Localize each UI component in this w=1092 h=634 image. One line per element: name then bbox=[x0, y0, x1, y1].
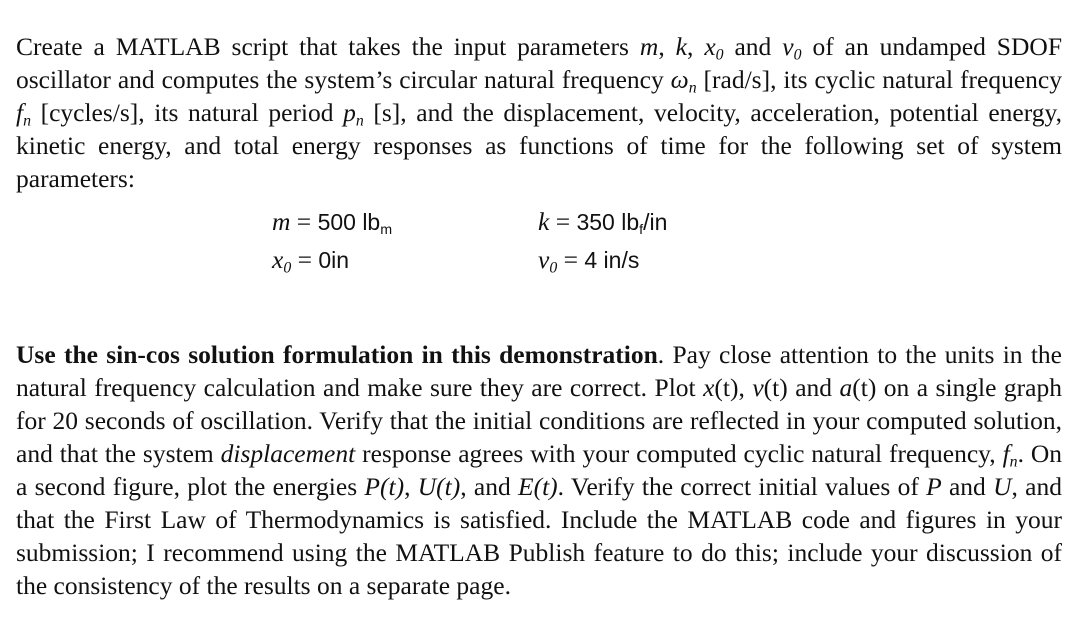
symbol-x0: $x_0$ bbox=[704, 31, 724, 63]
param-mass: m = 500 $lb_m$ bbox=[272, 207, 393, 238]
symbol-v0: $v_0$ bbox=[782, 31, 802, 63]
symbol-p-n: $p_n$ bbox=[343, 97, 364, 129]
param-stiffness: k = 350 $lb_f/in$ bbox=[538, 207, 668, 238]
problem-instructions: Use the sin-cos solution formulation in this demonstration. Pay close attention to the units in the natural frequency calculation and make sure they are correct. Plot x(t), v(t) and a(t) on a single graph for 20 seconds of oscillation. Verify that the initial conditions are reflected in your computed solution, and that the system displacement response agrees with your computed cyclic natural frequency, $f_n$. On a second figure, plot the energies P(t), U(t), and E(t). Verify the correct initial values of P and U, and that the First Law of Thermodynamics is satisfied. Include the MATLAB code and figures in your submission; I recommend using the MATLAB Publish feature to do this; include your discussion of the consistency of the results on a separate page. bbox=[16, 339, 1062, 600]
symbol-omega-n: $\omega_n$ bbox=[670, 64, 697, 96]
parameter-table bbox=[0, 207, 1092, 287]
param-x0: $x_0 = 0in$ bbox=[272, 245, 350, 277]
symbol-k: k bbox=[675, 31, 687, 61]
param-v0: $v_0 = 4$ in/s bbox=[538, 245, 640, 277]
symbol-f-n: $f_n$ bbox=[16, 97, 31, 129]
emphasis-displacement: displacement bbox=[220, 438, 356, 468]
problem-statement-intro: Create a MATLAB script that takes the input parameters m, k, $x_0$ and $v_0$ of an undamped SDOF oscillator and computes the system’s circular natural frequency $\omega_n$ [rad/s], its cyclic natural frequency $f_n$ [cycles/s], its natural period $p_n$ [s], and the displacement, velocity, acceleration, potential energy, kinetic energy, and total energy responses as functions of time for the following set of system parameters: bbox=[16, 31, 1063, 193]
bold-instruction: Use the sin-cos solution formulation in this demonstration bbox=[16, 339, 658, 369]
symbol-m: m bbox=[639, 31, 659, 61]
